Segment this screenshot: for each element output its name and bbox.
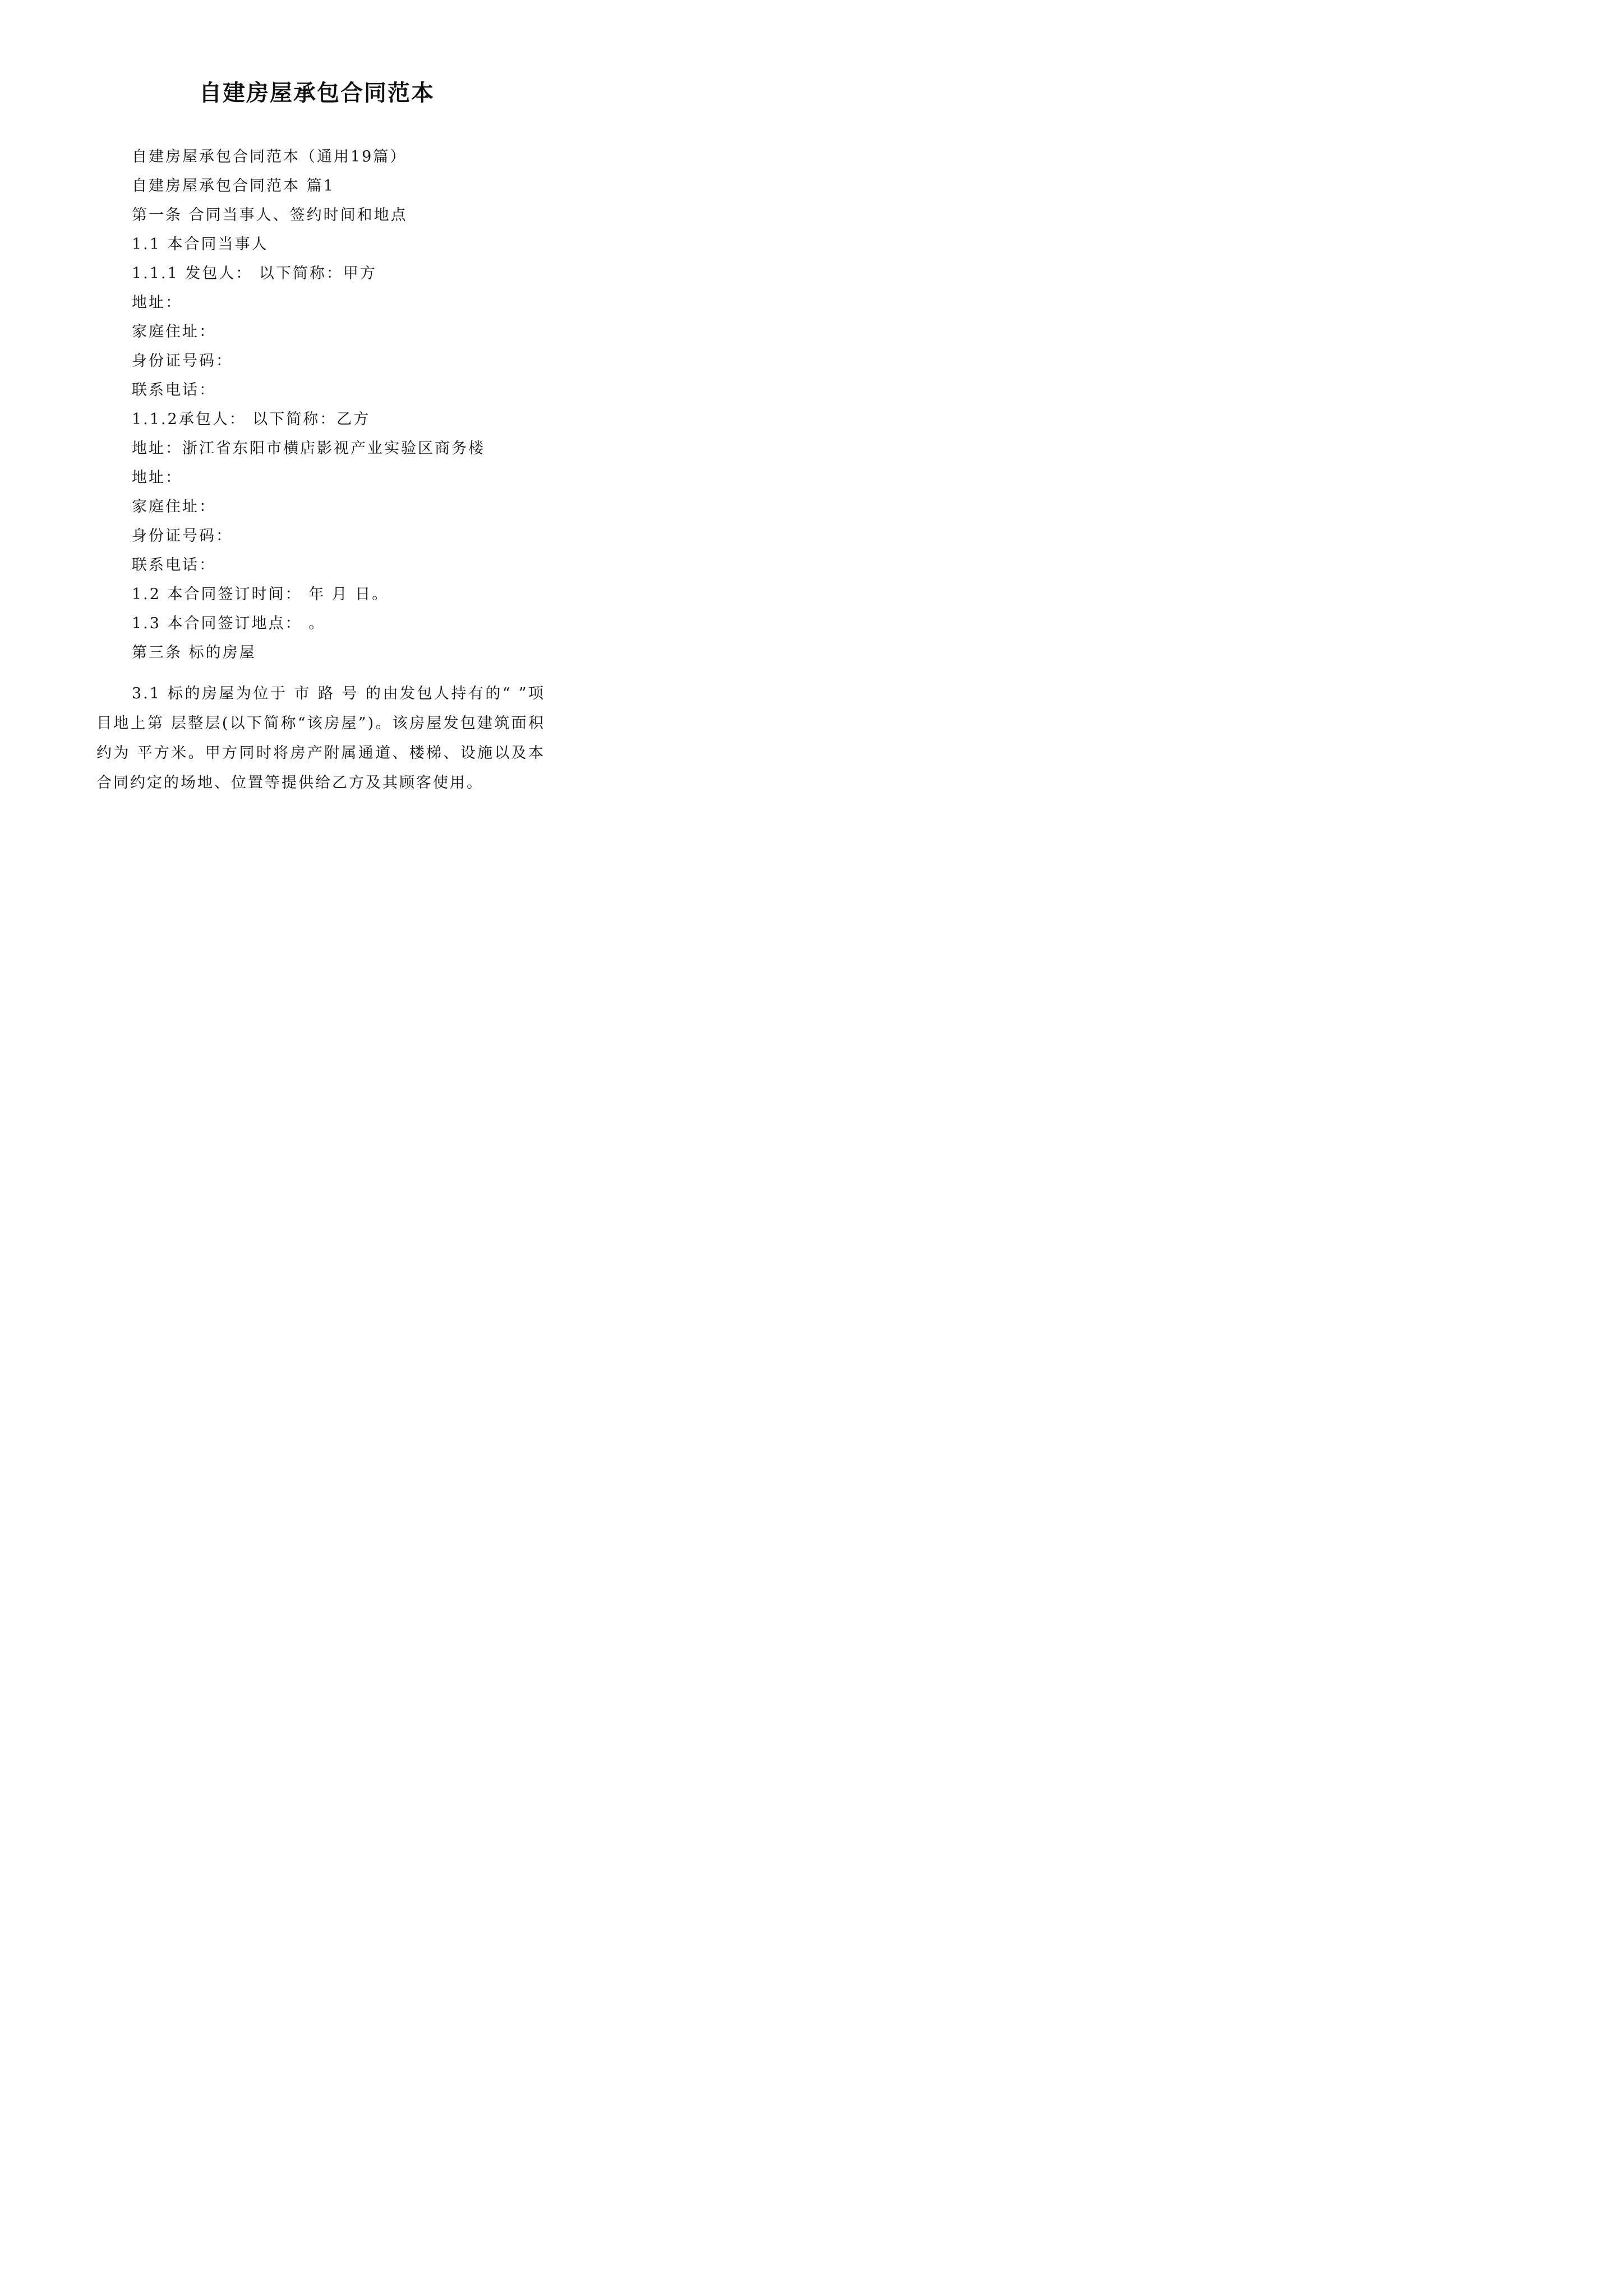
line-party-b-address-2: 地址： bbox=[132, 469, 182, 486]
line-section-heading: 自建房屋承包合同范本 篇1 bbox=[132, 177, 335, 195]
line-party-b-id: 身份证号码： bbox=[132, 527, 233, 545]
line-party-b-address-1: 地址：浙江省东阳市横店影视产业实验区商务楼 bbox=[132, 440, 485, 457]
line-party-a-phone: 联系电话： bbox=[132, 381, 216, 399]
line-clause-1-2: 1.2 本合同签订时间： 年 月 日。 bbox=[132, 586, 389, 603]
line-party-a-home: 家庭住址： bbox=[132, 323, 216, 341]
line-party-a-id: 身份证号码： bbox=[132, 352, 233, 370]
line-clause-1-1-2: 1.1.2承包人： 以下简称：乙方 bbox=[132, 411, 371, 428]
document-page bbox=[0, 0, 634, 897]
line-clause-1-1-1: 1.1.1 发包人： 以下简称：甲方 bbox=[132, 265, 377, 282]
line-subtitle: 自建房屋承包合同范本（通用19篇） bbox=[132, 148, 407, 165]
line-article-1: 第一条 合同当事人、签约时间和地点 bbox=[132, 206, 408, 224]
document-title: 自建房屋承包合同范本 bbox=[199, 80, 435, 106]
line-clause-1-3: 1.3 本合同签订地点： 。 bbox=[132, 615, 326, 632]
line-article-3: 第三条 标的房屋 bbox=[132, 644, 256, 661]
line-party-a-address: 地址： bbox=[132, 294, 182, 311]
line-party-b-home: 家庭住址： bbox=[132, 498, 216, 516]
clause-3-1-paragraph: 3.1 标的房屋为位于 市 路 号 的由发包人持有的“ ”项目地上第 层整层(以下简称“该房屋”)。该房屋发包建筑面积约为 平方米。甲方同时将房产附属通道、楼梯、设施以及本合同约定的场地、位置等提供给乙方及其顾客使用。 bbox=[96, 685, 545, 792]
line-party-b-phone: 联系电话： bbox=[132, 556, 216, 574]
line-clause-1-1: 1.1 本合同当事人 bbox=[132, 236, 269, 253]
